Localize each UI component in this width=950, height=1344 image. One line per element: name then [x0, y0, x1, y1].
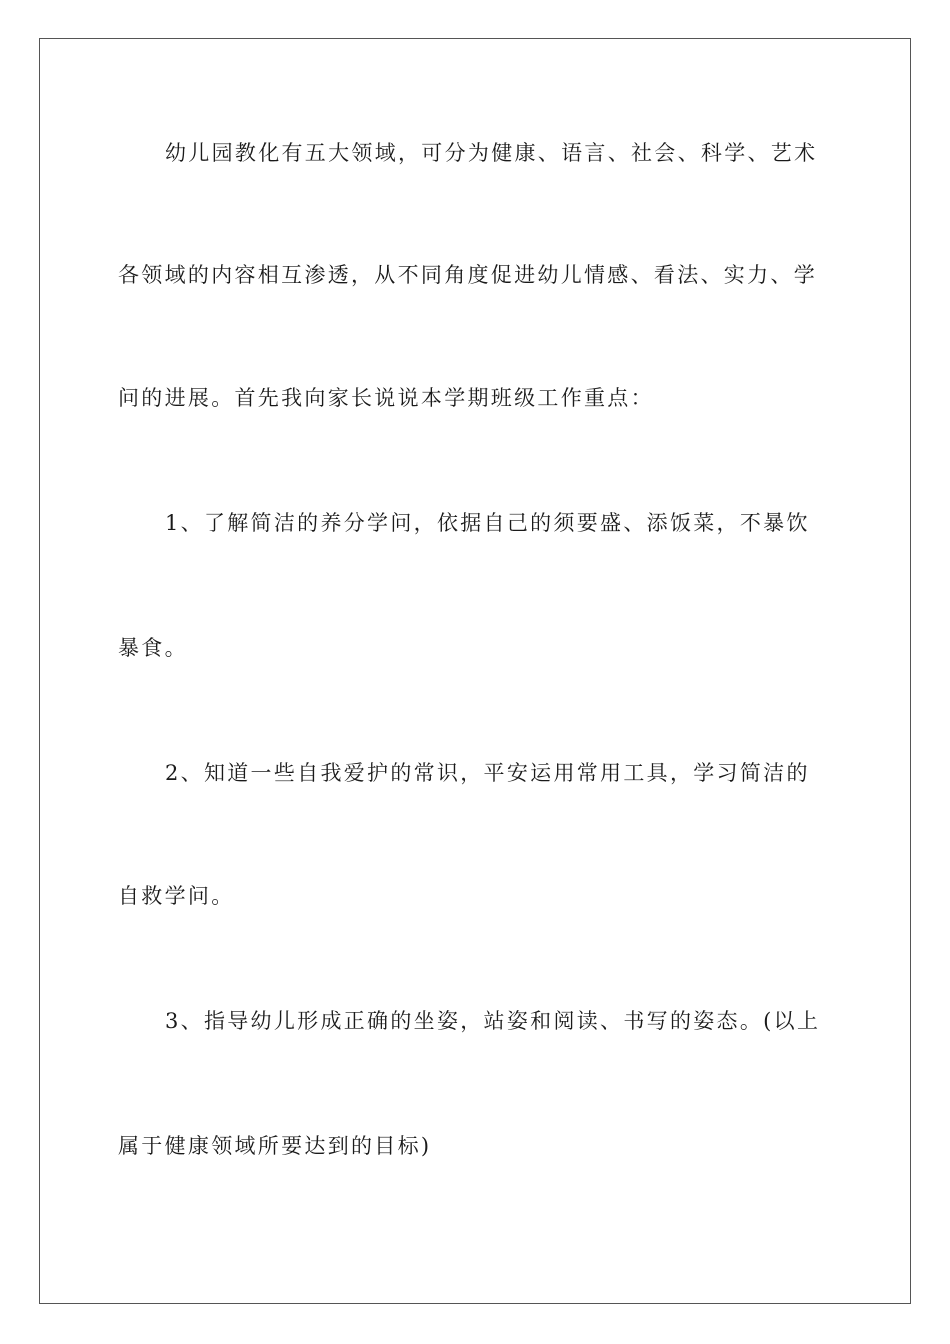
item-3-line-2: 属于健康领域所要达到的目标) — [118, 1134, 432, 1158]
paragraph-intro-line-2: 各领域的内容相互渗透，从不同角度促进幼儿情感、看法、实力、学 — [118, 263, 817, 287]
item-1-line-1: 1、了解简洁的养分学问，依据自己的须要盛、添饭菜，不暴饮 — [165, 511, 810, 535]
page-frame — [39, 38, 911, 1304]
item-2-line-2: 自救学问。 — [118, 884, 235, 908]
item-2-line-1: 2、知道一些自我爱护的常识，平安运用常用工具，学习简洁的 — [165, 761, 810, 785]
paragraph-intro-line-3: 问的进展。首先我向家长说说本学期班级工作重点： — [118, 386, 654, 410]
paragraph-intro-line-1: 幼儿园教化有五大领域，可分为健康、语言、社会、科学、艺术 — [165, 141, 818, 165]
item-1-line-2: 暴食。 — [118, 636, 188, 660]
item-3-line-1: 3、指导幼儿形成正确的坐姿，站姿和阅读、书写的姿态。(以上 — [165, 1009, 821, 1033]
